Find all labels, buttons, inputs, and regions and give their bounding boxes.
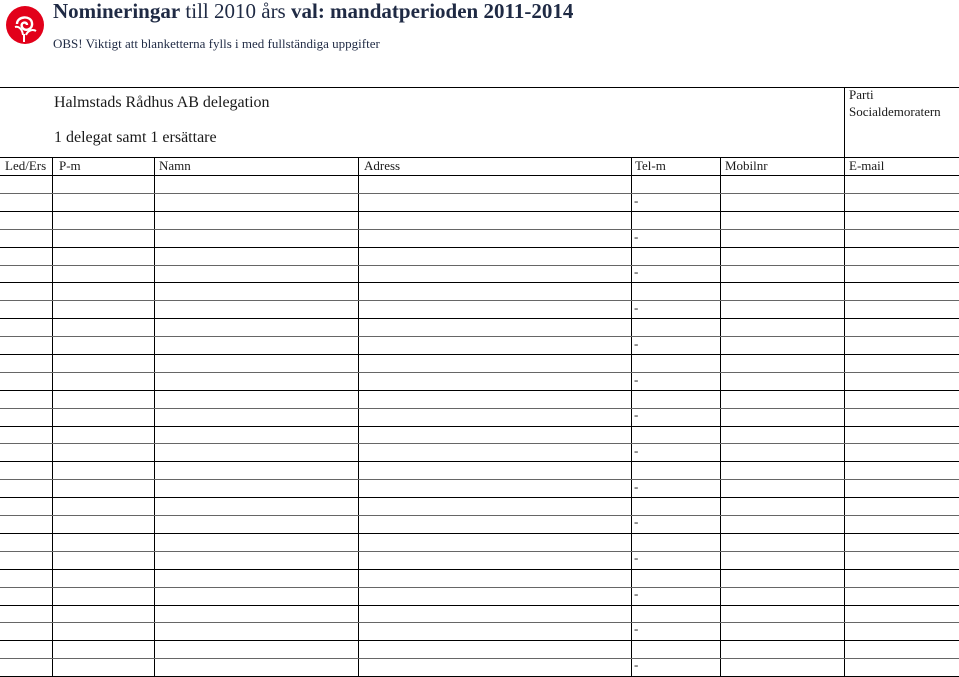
table-row-tel-m: - — [634, 550, 639, 565]
divider — [0, 87, 959, 88]
row-line — [0, 443, 959, 444]
red-rose-logo-icon — [4, 4, 46, 46]
column-header-e-mail: E-mail — [849, 158, 885, 173]
party-name: Socialdemoratern — [849, 104, 941, 119]
company-delegation: Halmstads Rådhus AB delegation — [54, 94, 270, 111]
row-line — [0, 265, 959, 266]
column-header-p-m: P-m — [59, 158, 81, 173]
row-line — [0, 282, 959, 283]
row-line — [0, 658, 959, 659]
column-divider — [844, 157, 845, 677]
row-line — [0, 497, 959, 498]
table-row-tel-m: - — [634, 621, 639, 636]
row-line — [0, 211, 959, 212]
table-row-tel-m: - — [634, 586, 639, 601]
table-row-tel-m: - — [634, 336, 639, 351]
table-row-tel-m: - — [634, 372, 639, 387]
row-line — [0, 569, 959, 570]
row-line — [0, 300, 959, 301]
table-row-tel-m: - — [634, 193, 639, 208]
column-header-mobilnr: Mobilnr — [725, 158, 768, 173]
row-line — [0, 622, 959, 623]
party-label: Parti — [849, 87, 874, 102]
notice-text: OBS! Viktigt att blanketterna fylls i med fullständiga uppgifter — [53, 36, 380, 51]
row-line — [0, 461, 959, 462]
row-line — [0, 175, 959, 176]
table-row-tel-m: - — [634, 479, 639, 494]
row-line — [0, 551, 959, 552]
row-line — [0, 318, 959, 319]
column-divider — [631, 157, 632, 677]
column-divider — [52, 157, 53, 677]
row-line — [0, 426, 959, 427]
column-divider — [358, 157, 359, 677]
row-line — [0, 229, 959, 230]
table-row-tel-m: - — [634, 443, 639, 458]
row-line — [0, 247, 959, 248]
column-header-led-ers: Led/Ers — [5, 158, 47, 173]
row-line — [0, 515, 959, 516]
table-row-tel-m: - — [634, 407, 639, 422]
column-header-namn: Namn — [159, 158, 191, 173]
column-divider — [154, 157, 155, 677]
row-line — [0, 479, 959, 480]
header-top-line — [0, 157, 959, 158]
row-line — [0, 533, 959, 534]
column-header-tel-m: Tel-m — [635, 158, 666, 173]
row-line — [0, 408, 959, 409]
table-row-tel-m: - — [634, 300, 639, 315]
row-line — [0, 587, 959, 588]
column-divider — [720, 157, 721, 677]
column-header-adress: Adress — [364, 158, 401, 173]
delegate-count: 1 delegat samt 1 ersättare — [54, 129, 217, 146]
table-row-tel-m: - — [634, 264, 639, 279]
row-line — [0, 354, 959, 355]
row-line — [0, 390, 959, 391]
row-line — [0, 605, 959, 606]
row-line — [0, 372, 959, 373]
table-row-tel-m: - — [634, 514, 639, 529]
table-row-tel-m: - — [634, 657, 639, 672]
row-line — [0, 193, 959, 194]
table-row-tel-m: - — [634, 229, 639, 244]
row-line — [0, 336, 959, 337]
row-line — [0, 640, 959, 641]
page-title: Nomineringar till 2010 års val: mandatperioden 2011-2014 — [53, 0, 574, 23]
